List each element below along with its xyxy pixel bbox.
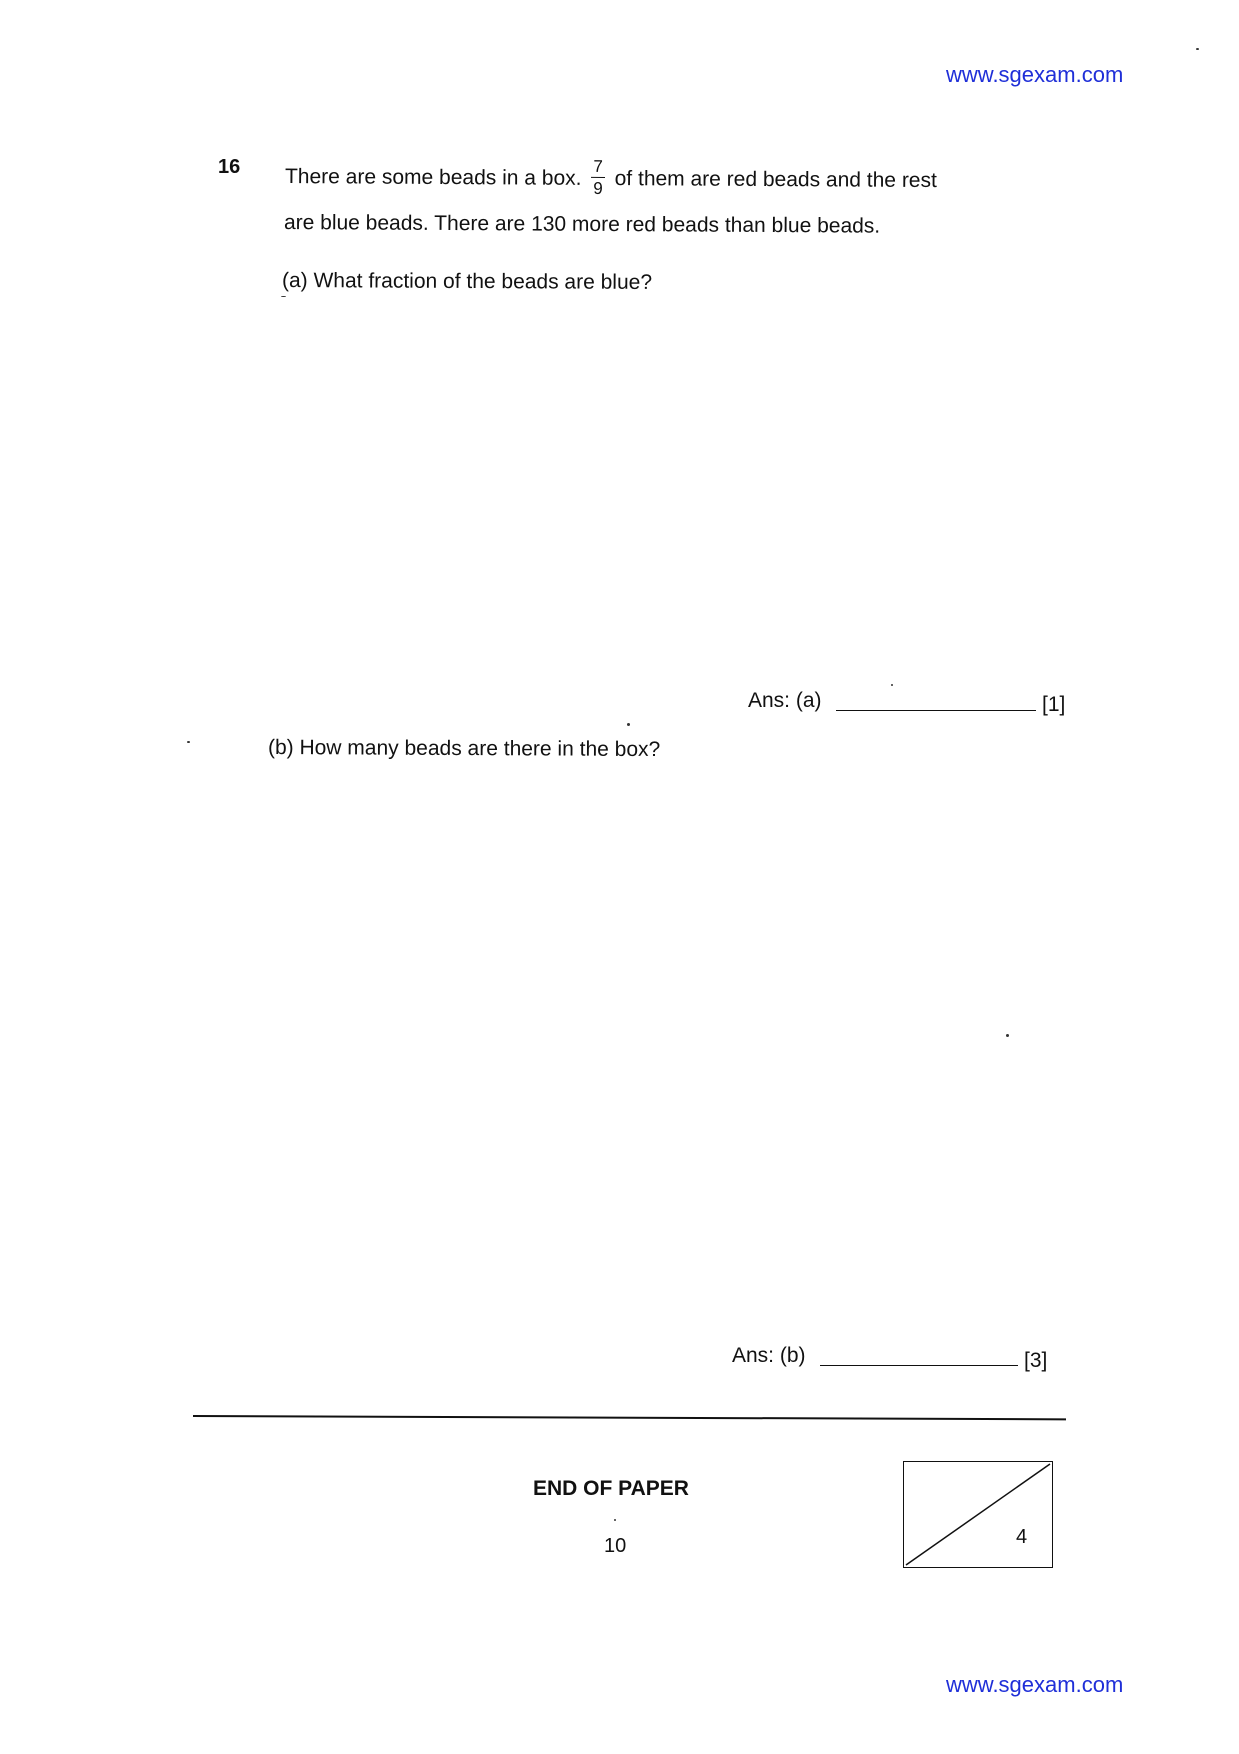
question-line-1-after: of them are red beads and the rest [614, 167, 937, 193]
question-line-2: are blue beads. There are 130 more red beads than blue beads. [283, 211, 881, 238]
part-b-marks: [3] [1024, 1349, 1048, 1372]
scan-speck [891, 684, 893, 686]
fraction-numerator: 7 [591, 158, 605, 178]
scan-speck [1196, 48, 1199, 50]
score-box-total: 4 [1016, 1526, 1028, 1548]
page-number: 10 [604, 1535, 627, 1557]
scan-speck [1006, 1034, 1009, 1037]
fraction-denominator: 9 [593, 178, 603, 198]
score-box [903, 1461, 1053, 1568]
part-b-prompt: (b) How many beads are there in the box? [267, 736, 661, 762]
scan-speck [187, 741, 190, 743]
end-divider-line [193, 1415, 1066, 1420]
part-b-answer-label: Ans: (b) [732, 1344, 806, 1367]
part-b-answer-blank[interactable] [820, 1347, 1018, 1366]
end-of-paper-title: END OF PAPER [533, 1477, 689, 1500]
question-line-1-before: There are some beads in a box. [284, 165, 582, 190]
part-a-prompt: (a) What fraction of the beads are blue? [281, 269, 653, 294]
part-a-marks: [1] [1042, 693, 1066, 716]
part-a-answer-label: Ans: (a) [748, 689, 822, 712]
scan-speck [614, 1519, 616, 1521]
fraction-seven-ninths [591, 158, 605, 197]
scan-speck [627, 723, 630, 726]
question-line-1 [285, 158, 937, 201]
score-box-diagonal [903, 1461, 1053, 1568]
scan-speck [281, 296, 286, 297]
watermark-bottom-link[interactable]: www.sgexam.com [946, 1672, 1124, 1697]
watermark-top-link[interactable]: www.sgexam.com [946, 62, 1124, 87]
question-number: 16 [218, 156, 241, 178]
part-a-answer-blank[interactable] [836, 692, 1036, 711]
